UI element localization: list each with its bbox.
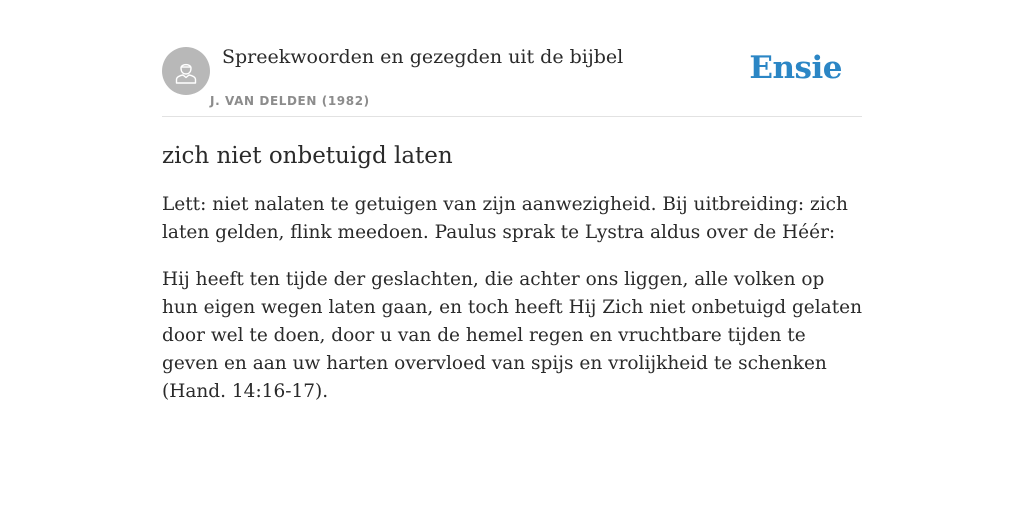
ensie-logo-link[interactable]: Ensie xyxy=(749,50,842,86)
source-header xyxy=(162,0,862,117)
author-avatar[interactable] xyxy=(162,47,210,95)
page-content xyxy=(162,0,862,406)
entry-paragraph: Lett: niet nalaten te getuigen van zijn aanwezigheid. Bij uitbreiding: zich laten gelden, flink meedoen. Paulus sprak te Lystra aldus over de Héér: xyxy=(162,194,848,243)
entry-headword: zich niet onbetuigd laten xyxy=(162,143,453,169)
entry-paragraph: Hij heeft ten tijde der geslachten, die achter ons liggen, alle volken op hun eigen wegen laten gaan, en toch heeft Hij Zich niet onbetuigd gelaten door wel te doen, door u van de hemel regen en vruchtbare tijden te geven en aan uw harten overvloed van spijs en vrolijkheid te schenken (Hand. 14:16-17). xyxy=(162,269,862,402)
author-name: J. VAN DELDEN (1982) xyxy=(210,94,370,108)
book-title[interactable]: Spreekwoorden en gezegden uit de bijbel xyxy=(222,46,624,68)
user-icon xyxy=(172,57,200,85)
